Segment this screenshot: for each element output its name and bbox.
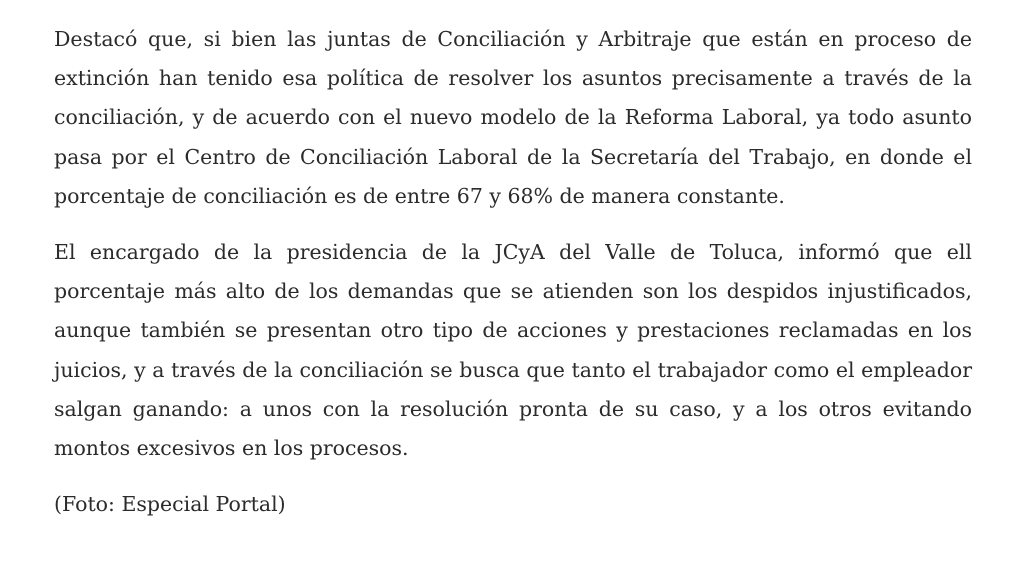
article-paragraph: Destacó que, si bien las juntas de Conciliación y Arbitraje que están en proceso de extinción han tenido esa política de resolver los asuntos precisamente a través de la conciliación, y de acuerdo con el nuevo modelo de la Reforma Laboral, ya todo asunto pasa por el Centro de Conciliación Laboral de la Secretaría del Trabajo, en donde el porcentaje de conciliación es de entre 67 y 68% de manera constante. [54, 27, 972, 208]
photo-credit: (Foto: Especial Portal) [54, 492, 286, 517]
article-paragraph: El encargado de la presidencia de la JCyA del Valle de Toluca, informó que ell porcentaje más alto de los demandas que se atienden son los despidos injustificados, aunque también se presentan otro tipo de acciones y prestaciones reclamadas en los juicios, y a través de la conciliación se busca que tanto el trabajador como el empleador salgan ganando: a unos con la resolución pronta de su caso, y a los otros evitando montos excesivos en los procesos. [54, 240, 972, 461]
article-body [54, 20, 972, 524]
